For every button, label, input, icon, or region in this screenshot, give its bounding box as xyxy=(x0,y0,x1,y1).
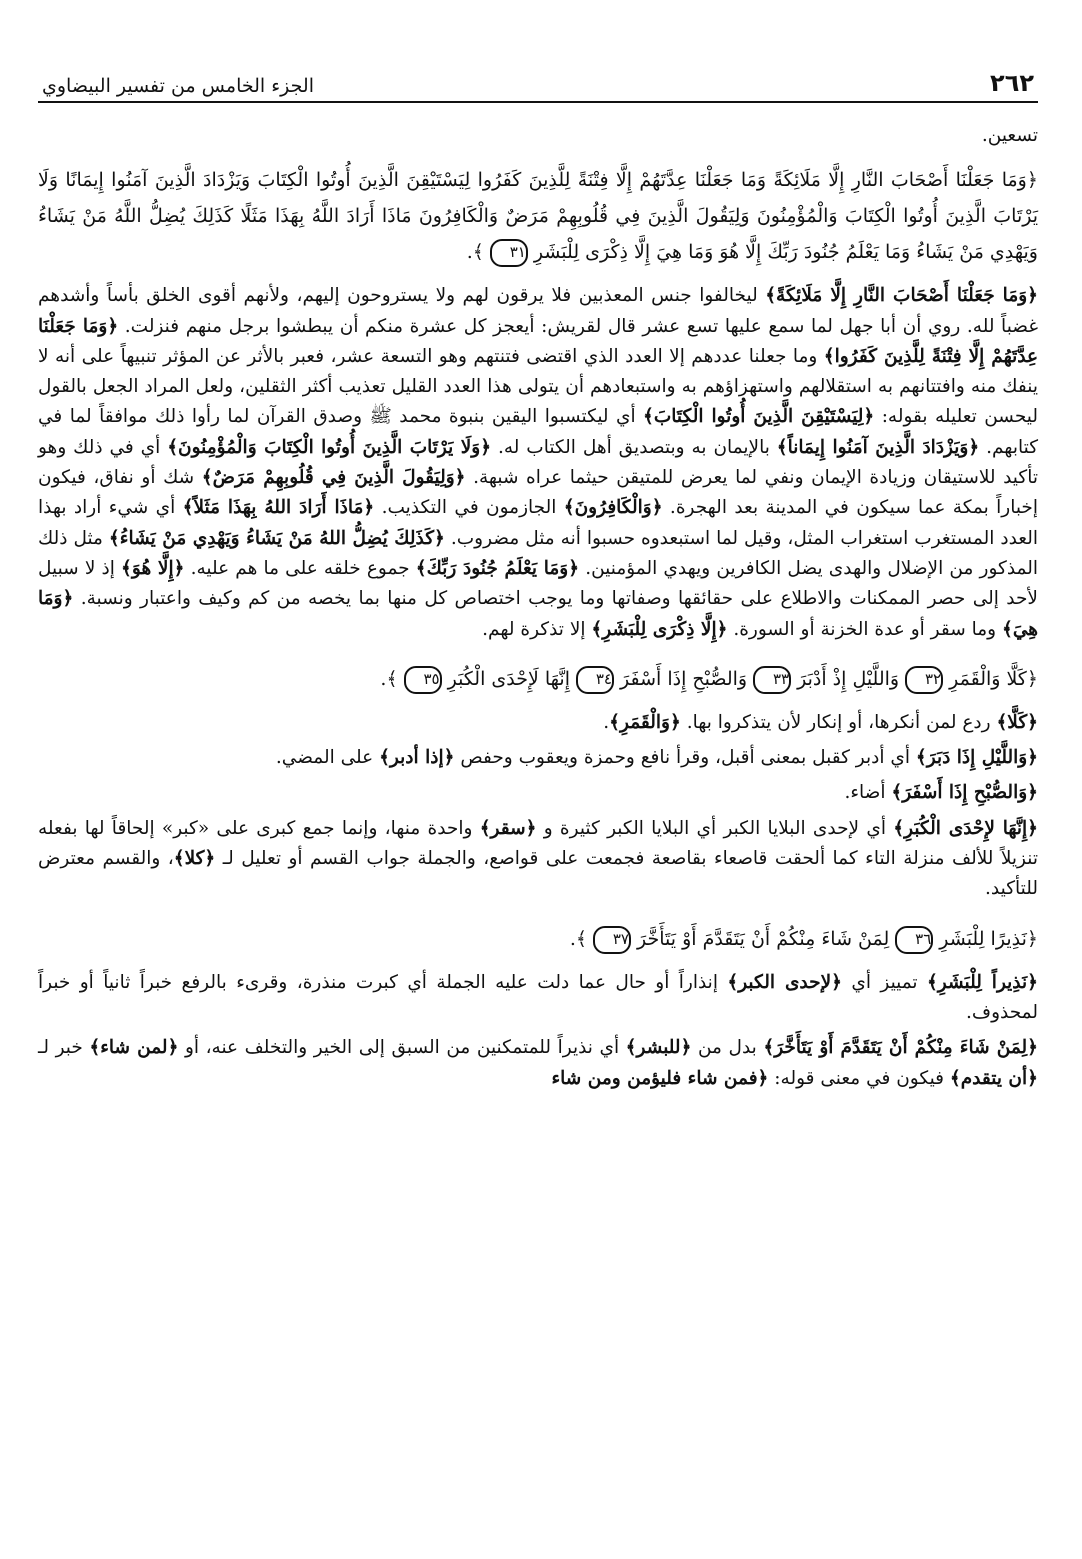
text-run: ﴿نَذِيرًا لِلْبَشَرِ xyxy=(939,927,1038,950)
text-run: شك أو نفاق، فيكون إخباراً بمكة عما سيكون في المدينة بعد الهجرة. xyxy=(38,467,1038,519)
text-run: ﴾. xyxy=(380,667,398,690)
text-run: على المضي. xyxy=(275,747,380,769)
text-run: أي ليكتسبوا اليقين بنبوة محمد ﷺ وصدق القرآن لما رأوا ذلك موافقاً لما في كتابهم. xyxy=(38,406,1038,458)
quran-quotation: ﴿لإحدى الكبر﴾ xyxy=(727,971,842,993)
ayah-number-marker: ٣٧ xyxy=(593,926,631,954)
text-run: أي في ذلك وهو تأكيد للاستيقان وزيادة الإيمان ونفي لما يعرض للمتيقن حيثما عراه شبهة. xyxy=(38,436,1038,489)
text-run: الجازمون في التكذيب. xyxy=(374,497,564,519)
quran-quotation: ﴿وَالْقَمَرِ﴾ xyxy=(609,711,681,733)
commentary-paragraph xyxy=(38,1033,1038,1094)
quran-quotation: ﴿إِنَّهَا لإِحْدَى الْكُبَرِ﴾ xyxy=(893,817,1039,839)
text-run: بالإيمان به وبتصديق أهل الكتاب له. xyxy=(491,436,777,458)
quran-verse-block-2 xyxy=(38,655,1038,703)
text-run: وَالصُّبْحِ إِذَا أَسْفَرَ xyxy=(620,667,748,690)
text-run: إلا تذكرة لهم. xyxy=(482,618,592,640)
quran-quotation: ﴿وَمَا جَعَلْنَا عِدَّتَهُمْ إِلَّا فِتْنَةً لِلَّذِينَ كَفَرُوا﴾ xyxy=(38,315,1038,367)
quran-quotation: ﴿وَمَا جَعَلْنَا أَصْحَابَ النَّارِ إِلَّا مَلَائِكَةً﴾ xyxy=(765,285,1039,307)
quran-quotation: ﴿إذا أدبر﴾ xyxy=(379,747,455,769)
quran-quotation: ﴿أن يتقدم﴾ xyxy=(949,1067,1038,1089)
text-run: خبر لـ xyxy=(38,1037,90,1059)
quran-quotation: ﴿وَالْكَافِرُونَ﴾ xyxy=(563,497,663,519)
quran-quotation: ﴿كَلَّا﴾ xyxy=(996,711,1038,733)
quran-quotation: ﴿إِلَّا ذِكْرَى لِلْبَشَرِ﴾ xyxy=(591,618,728,640)
page-body xyxy=(38,121,1038,1094)
text-run: ﴾. xyxy=(569,927,587,950)
text-run: واحدة منها، وإنما جمع كبرى على «كبر» إلحاقاً لها بفعله تنزيلاً للألف منزلة التاء كما ألحقت قاصعاء بقاصعة فجمعت على قواصع، والجملة جواب القسم أو تعليل لـ xyxy=(38,817,1038,870)
text-run: وَاللَّيْلِ إِذْ أَدْبَرَ xyxy=(797,667,900,690)
text-run: وما سقر أو عدة الخزنة أو السورة. xyxy=(727,618,1002,640)
text-run: أي شيء أراد بهذا العدد المستغرب استغراب المثل، وقيل لما استبعدوه حسبوا أنه مثل مضروب. xyxy=(38,497,1039,549)
text-run: أي أدبر كقبل بمعنى أقبل، وقرأ نافع وحمزة ويعقوب وحفص xyxy=(454,747,916,769)
ayah-number-marker: ٣٤ xyxy=(576,666,614,694)
text-run: أضاء. xyxy=(844,782,892,804)
text-run: وما جعلنا عددهم إلا العدد الذي اقتضى فتنتهم وهو التسعة عشر، فعبر بالأثر عن المؤثر تنبيهاً على أنه لا ينفك منه وافتتانهم به استقلالهم واستهزاؤهم به واستبعادهم أن يتولى هذا العدد القليل تعذيب أكثر الثقلين، ولعل المراد الجعل بالقول ليحسن تعليله بقوله: xyxy=(38,345,1038,428)
text-run: تمييز أي xyxy=(841,971,927,993)
text-run: . xyxy=(603,711,610,733)
verse-text: ﴿وَمَا جَعَلْنَا أَصْحَابَ النَّارِ إِلَّا مَلَائِكَةً وَمَا جَعَلْنَا عِدَّتَهُمْ إِلَّا فِتْنَةً لِلَّذِينَ كَفَرُوا لِيَسْتَيْقِنَ الَّذِينَ أُوتُوا الْكِتَابَ وَيَزْدَادَ الَّذِينَ آمَنُوا إِيمَانًا وَلَا يَرْتَابَ الَّذِينَ أُوتُوا الْكِتَابَ وَالْمُؤْمِنُونَ وَلِيَقُولَ الَّذِينَ فِي قُلُوبِهِمْ مَرَضٌ وَالْكَافِرُونَ مَاذَا أَرَادَ اللَّهُ بِهَذَا مَثَلًا كَذَلِكَ يُضِلُّ اللَّهُ مَنْ يَشَاءُ وَيَهْدِي مَنْ يَشَاءُ وَمَا يَعْلَمُ جُنُودَ رَبِّكَ إِلَّا هُوَ وَمَا هِيَ إِلَّا ذِكْرَى لِلْبَشَرِ xyxy=(38,169,1038,264)
text-run: ، والقسم معترض للتأكيد. xyxy=(38,848,1038,900)
running-title: الجزء الخامس من تفسير البيضاوي xyxy=(42,75,314,97)
quran-quotation: ﴿للبشر﴾ xyxy=(625,1037,692,1059)
text-run: بدل من xyxy=(691,1037,764,1059)
text-run: أي لإحدى البلايا الكبر أي البلايا الكبر كثيرة و xyxy=(536,817,894,839)
commentary-paragraph xyxy=(38,814,1038,905)
text-run: لِمَنْ شَاءَ مِنْكُمْ أَنْ يَتَقَدَّمَ أَوْ يَتَأَخَّرَ xyxy=(637,927,890,950)
quran-quotation: ﴿وَلِيَقُولَ الَّذِينَ فِي قُلُوبِهِمْ مَرَضٌ﴾ xyxy=(201,467,466,489)
commentary-paragraph xyxy=(38,968,1038,1029)
text-run: ﴿كَلَّا وَالْقَمَرِ xyxy=(949,667,1038,690)
quran-quotation: ﴿نَذِيراً لِلْبَشَرِ﴾ xyxy=(926,971,1039,993)
quran-quotation: ﴿وَمَا هِيَ﴾ xyxy=(38,588,1038,640)
quran-quotation: ﴿وَاللَّيْلِ إِذَا دَبَرَ﴾ xyxy=(915,747,1038,769)
quran-quotation: ﴿لِيَسْتَيْقِنَ الَّذِينَ أُوتُوا الْكِتَابَ﴾ xyxy=(643,406,875,428)
paragraph-continuation: تسعين. xyxy=(981,125,1038,146)
text-run: جموع خلقه على ما هم عليه. xyxy=(184,557,416,579)
quran-quotation: ﴿كلا﴾ xyxy=(173,848,216,870)
page-header xyxy=(38,55,1038,103)
quran-quotation: ﴿إِلَّا هُوَ﴾ xyxy=(121,557,185,579)
verse-close-bracket: ﴾. xyxy=(466,241,484,264)
ayah-number-marker: ٣٢ xyxy=(905,666,943,694)
quran-quotation: ﴿وَالصُّبْحِ إِذَا أَسْفَرَ﴾ xyxy=(891,782,1038,804)
quran-quotation: ﴿وَمَا يَعْلَمُ جُنُودَ رَبِّكَ﴾ xyxy=(415,557,580,579)
commentary-paragraph xyxy=(38,708,1038,738)
text-run: إِنَّهَا لَإِحْدَى الْكُبَرِ xyxy=(447,667,570,690)
quran-quotation: ﴿لمن شاء﴾ xyxy=(89,1037,179,1059)
page-number: ٢٦٢ xyxy=(990,69,1034,97)
text-run: إنذاراً أو حال عما دلت عليه الجملة أي كبرت منذرة، وقرىء بالرفع خبراً ثانياً أو خبراً لمحذوف. xyxy=(38,971,1038,1023)
quran-quotation: ﴿سقر﴾ xyxy=(479,817,537,839)
text-run: إذ لا سبيل لأحد إلى حصر الممكنات والاطلاع على حقائقها وصفاتها وما يوجب اختصاص كل منها بما يخصه من كم وكيف واعتبار ونسبة. xyxy=(38,557,1038,610)
text-run: ردع لمن أنكرها، أو إنكار لأن يتذكروا بها. xyxy=(680,711,997,733)
quran-quotation: ﴿مَاذَا أَرَادَ اللهُ بِهَذَا مَثَلاً﴾ xyxy=(182,497,375,519)
text-run: ليخالفوا جنس المعذبين فلا يرقون لهم ولا يستروحون إليهم، ولأنهم أقوى الخلق بأساً وأشدهم غضباً لله. روي أن أبا جهل لما سمع عليها تسع عشر قال لقريش: أيعجز كل عشرة منكم أن يبطشوا برجل منهم فنزلت. xyxy=(38,285,1038,337)
text-run: أي نذيراً للمتمكنين من السبق إلى الخير والتخلف عنه، أو xyxy=(178,1037,626,1059)
quran-quotation: ﴿كَذَلِكَ يُضِلُّ اللهُ مَنْ يَشَاءُ وَيَهْدِي مَنْ يَشَاءُ﴾ xyxy=(108,527,445,549)
document-page xyxy=(38,55,1038,1550)
ayah-number-marker: ٣٦ xyxy=(895,926,933,954)
quran-quotation: ﴿فمن شاء فليؤمن ومن شاء xyxy=(551,1067,769,1089)
commentary-paragraph xyxy=(38,281,1038,645)
quran-quotation: ﴿وَيَزْدَادَ الَّذِينَ آمَنُوا إِيمَاناً﴾ xyxy=(776,436,980,458)
ayah-number-marker: ٣٥ xyxy=(404,666,442,694)
text-run: فيكون في معنى قوله: xyxy=(768,1067,950,1089)
quran-verse-block-1 xyxy=(38,156,1038,276)
quran-verse-block-3 xyxy=(38,915,1038,963)
quran-quotation: ﴿لِمَنْ شَاءَ مِنْكُمْ أَنْ يَتَقَدَّمَ أَوْ يَتَأَخَّرَ﴾ xyxy=(763,1037,1039,1059)
text-run: مثل ذلك المذكور من الإضلال والهدى يضل الكافرين ويهدي المؤمنين. xyxy=(38,527,1038,579)
commentary-paragraph xyxy=(38,778,1038,808)
quran-quotation: ﴿وَلَا يَرْتَابَ الَّذِينَ أُوتُوا الْكِتَابَ وَالْمُؤْمِنُونَ﴾ xyxy=(167,436,492,458)
ayah-number-marker: ٣١ xyxy=(490,239,528,267)
commentary-paragraph xyxy=(38,743,1038,773)
ayah-number-marker: ٣٣ xyxy=(753,666,791,694)
